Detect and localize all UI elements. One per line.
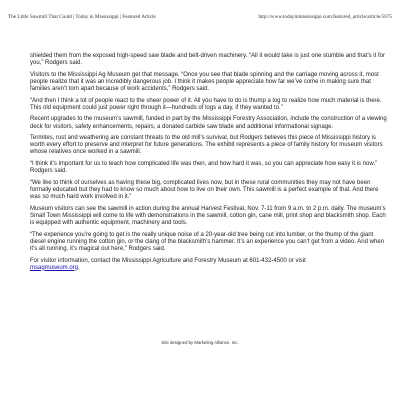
page-title: The Little Sawmill That Could | Today in Mississippi | Featured Article xyxy=(8,14,156,20)
museum-website-link[interactable]: msagmuseum.org xyxy=(30,264,79,271)
contact-period: . xyxy=(78,264,80,271)
page-url: http://www.todayinmississippi.com/featured_article/article/5675 xyxy=(258,14,392,20)
article-paragraph: shielded them from the exposed high-speed saw blade and belt-driven machinery. “All it would take is just one stumble and that’s it for you,” Rodgers said. xyxy=(30,53,385,67)
article-paragraph: “We like to think of ourselves as having these big, complicated lives now, but in these rural communities they may not have been formally educated but they had to know so much about how to live on their own. This sawmill is a perfect example of that. And there was so much hard work involved in it.” xyxy=(30,179,379,201)
article-paragraph: Termites, rust and weathering are constant threats to the old mill’s survival, but Rodgers believes this piece of Mississippi history is worth every effort to preserve and interpret for future generations. The exhibit represents a piece of family history for museum visitors whose relatives once worked in a sawmill. xyxy=(30,135,383,156)
contact-paragraph xyxy=(30,258,388,272)
article-paragraph: Recent upgrades to the museum’s sawmill, funded in part by the Mississippi Forestry Association, include the construction of a viewing deck for visitors, safety enhancements, repairs, a donated carbide saw blade and additional informational signage. xyxy=(30,116,387,130)
article-paragraph: “And then I think a lot of people react to the sheer power of it. All you have to do is thump a log to realize how much material is there. This old equipment could just power right through it—hundreds of logs a day, if they wanted to.” xyxy=(30,97,382,111)
article-paragraph: “I think it’s important for us to teach how complicated life was then, and how hard it was, so you can appreciate how easy it is now,” Rodgers said. xyxy=(30,161,378,175)
article-paragraph: “The experience you’re going to get is the really unique noise of a 20-year-old tree being cut into lumber, or the thump of the giant diesel engine running the cotton gin, or the clang of the blacksmith’s hammer. It’s an experience you can’t get from a video. And when it’s all running, it’s magical out here,” Rodgers said. xyxy=(30,231,384,252)
article-paragraph: Visitors to the Mississippi Ag Museum get that message. “Once you see that blade spinning and the carriage moving across it, most people realize that it was an incredibly dangerous job. I think it makes people appreciate how far we’ve come in making sure that families aren’t torn apart because of work accidents,” Rodgers said. xyxy=(30,71,379,92)
site-credit: Site designed by Marketing Alliance, Inc. xyxy=(161,340,239,345)
contact-text: For visitor information, contact the Mississippi Agriculture and Forestry Museum at 601-432-4500 or visit xyxy=(30,257,306,264)
article-paragraph: Museum visitors can see the sawmill in action during the annual Harvest Festival, Nov. 7-11 from 9 a.m. to 2 p.m. daily. The museum’s Small Town Mississippi will come to life with demonstrations in the sawmill, cotton gin, cane mill, print shop and blacksmith shop. Each is equipped with authentic equipment, machinery and tools. xyxy=(30,205,386,226)
article-body xyxy=(30,53,388,276)
print-header xyxy=(8,14,392,24)
